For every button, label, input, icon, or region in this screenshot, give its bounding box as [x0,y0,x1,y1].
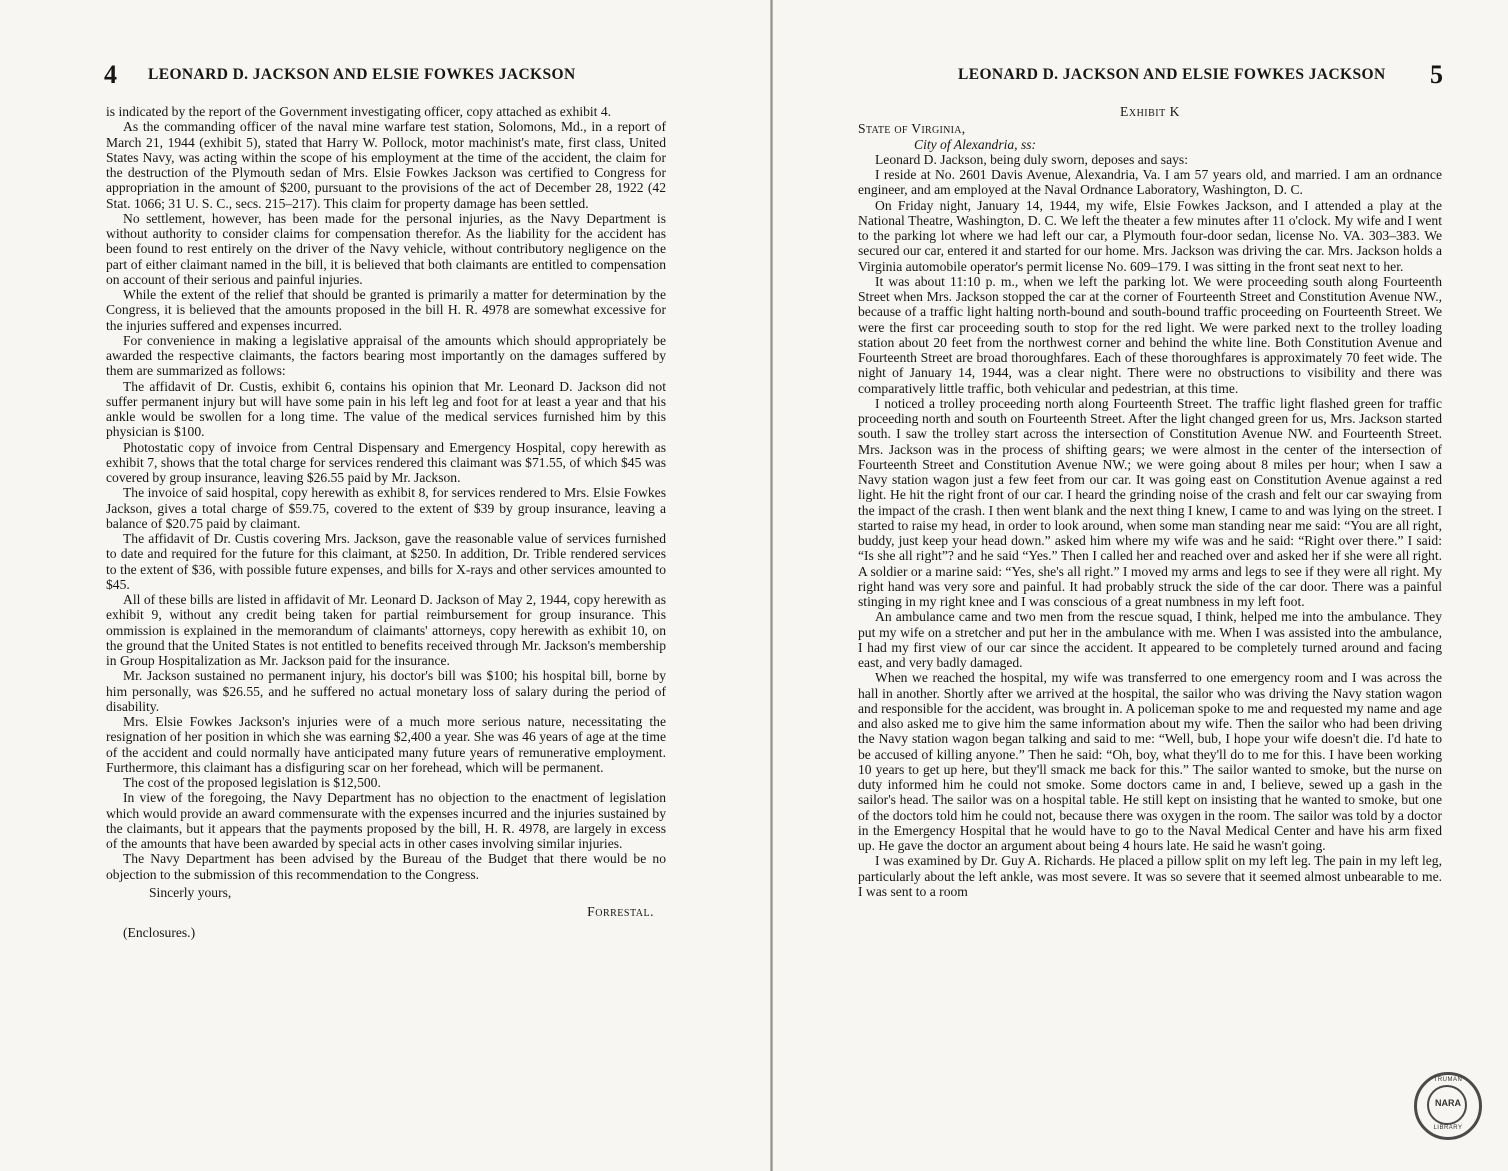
paragraph: No settlement, however, has been made for the personal injuries, as the Navy Department is without authority to consider claims for compensation therefor. As the liability for the accident has been found to rest entirely on the driver of the Navy vehicle, without contributory negligence on the part of either claimant named in the bill, it is believed that both claimants are entitled to compensation on account of their serious and painful injuries. [106,210,666,287]
right-page-body [858,104,1442,899]
paragraph: I reside at No. 2601 Davis Avenue, Alexandria, Va. I am 57 years old, and married. I am an ordnance engineer, and am employed at the Naval Ordnance Laboratory, Washington, D. C. [858,167,1442,198]
right-running-title: LEONARD D. JACKSON AND ELSIE FOWKES JACKSON [958,66,1386,83]
stamp-center-text: NARA [1435,1098,1461,1108]
book-gutter [770,0,773,1171]
paragraph: Mrs. Elsie Fowkes Jackson's injuries were of a much more serious nature, necessitating the resignation of her position in which she was earning $2,400 a year. She was 46 years of age at the time of the accident and could normally have anticipated many future years of remunerative employment. Furthermore, this claimant has a disfiguring scar on her forehead, which will be permanent. [106,714,666,775]
paragraph: The cost of the proposed legislation is $12,500. [123,775,381,790]
right-page-header [778,60,1508,90]
paragraph: On Friday night, January 14, 1944, my wife, Elsie Fowkes Jackson, and I attended a play at the National Theatre, Washington, D. C. We left the theater a few minutes after 11 o'clock. My wife and I went to the parking lot where we had left our car, a Plymouth four-door sedan, license No. VA. 303–383. We secured our car, entered it and started for our home. Mrs. Jackson was driving the car. Mrs. Jackson holds a Virginia automobile operator's permit license No. 609–179. I was sitting in the front seat next to her. [858,197,1442,274]
paragraph: Photostatic copy of invoice from Central Dispensary and Emergency Hospital, copy herewith as exhibit 7, shows that the total charge for services rendered this claimant was $71.55, of which $45 was covered by group insurance, leaving $26.55 paid by Mr. Jackson. [106,439,666,485]
left-running-title: LEONARD D. JACKSON AND ELSIE FOWKES JACKSON [148,66,576,83]
right-page [778,0,1508,1171]
stamp-ring-top: TRUMAN [1433,1077,1463,1083]
paragraph: For convenience in making a legislative appraisal of the amounts which should appropriately be awarded the respective claimants, the factors bearing most importantly on the damages suffered by them are summarized as follows: [106,332,666,379]
paragraph: The affidavit of Dr. Custis, exhibit 6, contains his opinion that Mr. Leonard D. Jackson did not suffer permanent injury but will have some pain in his left leg and foot for at least a year and that his ankle would be swollen for a long time. The value of the medical services furnished him by this physician is $100. [106,378,666,440]
paragraph: It was about 11:10 p. m., when we left the parking lot. We were proceeding south along Fourteenth Street when Mrs. Jackson stopped the car at the corner of Fourteenth Street and Constitution Avenue NW., because of a traffic light halting north-bound and south-bound traffic proceeding on Fourteenth Street. We were the first car proceeding south to stop for the red light. We were parked next to the trolley loading station about 20 feet from the northwest corner and behind the white line. Both Constitution Avenue and Fourteenth Street are broad thoroughfares. Each of these thoroughfares is approximately 70 feet wide. The night of January 14, 1944, was a clear night. There were no obstructions to visibility and there was comparatively little traffic, both vehicular and pedestrian, at this time. [858,273,1442,396]
paragraph: The Navy Department has been advised by the Bureau of the Budget that there would be no objection to the submission of this recommendation to the Congress. [106,851,666,882]
left-page-body [106,104,666,941]
paragraph: In view of the foregoing, the Navy Department has no objection to the enactment of legislation which would provide an award commensurate with the expenses incurred and the injuries sustained by the claimants, but it appears that the payments proposed by the bill, H. R. 4978, are largely in excess of the amounts that have been awarded by special acts in other cases involving similar injuries. [106,790,666,851]
paragraph: As the commanding officer of the naval mine warfare test station, Solomons, Md., in a report of March 21, 1944 (exhibit 5), stated that Harry W. Pollock, motor machinist's mate, first class, United States Navy, was acting within the scope of his employment at the time of the accident, the claim for the destruction of the Plymouth sedan of Mrs. Elsie Fowkes Jackson was certified to Congress for appropriation in the amount of $200, pursuant to the provisions of the act of December 28, 1922 (42 Stat. 1066; 31 U. S. C., secs. 215–217). This claim for property damage has been settled. [106,119,666,211]
venue-state: State of Virginia, [858,121,966,137]
right-page-number: 5 [1430,60,1443,89]
stamp-ring-bottom: LIBRARY [1433,1125,1463,1131]
left-page-header [0,60,760,90]
paragraph: is indicated by the report of the Government investigating officer, copy attached as exhibit 4. [106,104,612,119]
paragraph: An ambulance came and two men from the rescue squad, I think, helped me into the ambulance. They put my wife on a stretcher and put her in the ambulance with me. When I was assisted into the ambulance, I had my first view of our car since the accident. It appeared to be completely turned around and facing east, and very badly damaged. [858,609,1442,670]
paragraph: I was examined by Dr. Guy A. Richards. He placed a pillow split on my left leg. The pain in my left leg, particularly about the left ankle, was most severe. It was so severe that it seemed almost unbearable to me. I was sent to a room [858,853,1442,899]
paragraph: When we reached the hospital, my wife was transferred to one emergency room and I was across the hall in another. Shortly after we arrived at the hospital, the sailor who was driving the Navy station wagon and responsible for the accident, was brought in. A policeman spoke to me and requested my name and age and also asked me to give him the same information about my wife. Then the sailor who had been driving the Navy station wagon began talking and said to me: “Well, bub, I hope your wife doesn't die. I'd hate to be accused of killing anyone.” Then he said: “Oh, boy, what they'll do to me for this. I have been working 10 years to get up here, but they'll smack me back for this.” The sailor wanted to smoke, but the nurse on duty informed him he could not smoke. Some doctors came in and, I believe, sewed up a gash in the sailor's head. The sailor was on a hospital table. He still kept on insisting that he wanted to smoke, but one of the doctors told him he could not, because there was oxygen in the room. The sailor was told by a doctor in the Emergency Hospital that he would have to go to the Naval Medical Center and have his arm fixed up. He gave the doctor an argument about being 4 hours late. He said he wasn't going. [858,670,1442,853]
letter-closing [106,885,666,941]
paragraph: Leonard D. Jackson, being duly sworn, deposes and says: [875,151,1188,167]
paragraph: The invoice of said hospital, copy herewith as exhibit 8, for services rendered to Mrs. Elsie Fowkes Jackson, gives a total charge of $59.75, covered to the extent of $39 by group insurance, leaving a balance of $20.75 paid by claimant. [106,485,666,531]
venue-city: City of Alexandria, ss: [914,136,1037,152]
archive-seal-stamp [1414,1072,1482,1140]
paragraph: I noticed a trolley proceeding north along Fourteenth Street. The traffic light flashed green for traffic proceeding north and south on Fourteenth Street. After the light changed green for us, Mrs. Jackson started south. I saw the trolley start across the intersection of Constitution Avenue NW. and Fourteenth Street. Mrs. Jackson was in the process of shifting gears; we were almost in the center of the intersection of Fourteenth Street and Constitution Avenue NW.; we were going about 8 miles per hour; when I saw a Navy station wagon just a few feet from our car. It was going east on Constitution Avenue against a red light. He hit the right front of our car. I heard the grinding noise of the crash and felt our car swaying from the impact of the crash. I then went blank and the next thing I knew, I came to and was lying on the street. I started to raise my head, in order to look around, when some man standing near me said: “You are all right, buddy, just keep your head down.” asked him where my wife was and he said: “Right over there.” I said: “Is she all right”? and he said “Yes.” Then I called her and reached over and asked her if she were all right. A soldier or a marine said: “Yes, she's all right.” I moved my arms and legs to see if they were all right. My right hand was very sore and painful. It had probably struck the side of the car door. There was a painful stinging in my right knee and I was conscious of a great numbness in my left foot. [858,395,1442,609]
enclosures-note: (Enclosures.) [123,925,196,941]
paragraph: All of these bills are listed in affidavit of Mr. Leonard D. Jackson of May 2, 1944, copy herewith as exhibit 9, without any credit being taken for partial reimbursement for group insurance. This ommission is explained in the memorandum of claimants' attorneys, copy herewith as exhibit 10, on the ground that the United States is not entitled to benefits received through Mr. Jackson's membership in Group Hospitalization as Mr. Jackson paid for the insurance. [106,592,666,668]
paragraph: The affidavit of Dr. Custis covering Mrs. Jackson, gave the reasonable value of services furnished to date and required for the future for this claimant, at $250. In addition, Dr. Trible rendered services to the extent of $36, with possible future expenses, and bills for X-rays and other services amounted to $45. [106,531,666,592]
paragraph: While the extent of the relief that should be granted is primarily a matter for determination by the Congress, it is believed that the amounts proposed in the bill H. R. 4978 are somewhat excessive for the injuries suffered and expenses incurred. [106,287,666,333]
paragraph: Mr. Jackson sustained no permanent injury, his doctor's bill was $100; his hospital bill, borne by him personally, was $26.55, and he suffered no actual monetary loss of salary during the period of disability. [106,668,666,714]
signature: Forrestal. [587,904,654,919]
closing-salutation: Sincerly yours, [149,884,232,900]
exhibit-heading: Exhibit K [1120,104,1180,119]
left-page-number: 4 [104,60,117,89]
